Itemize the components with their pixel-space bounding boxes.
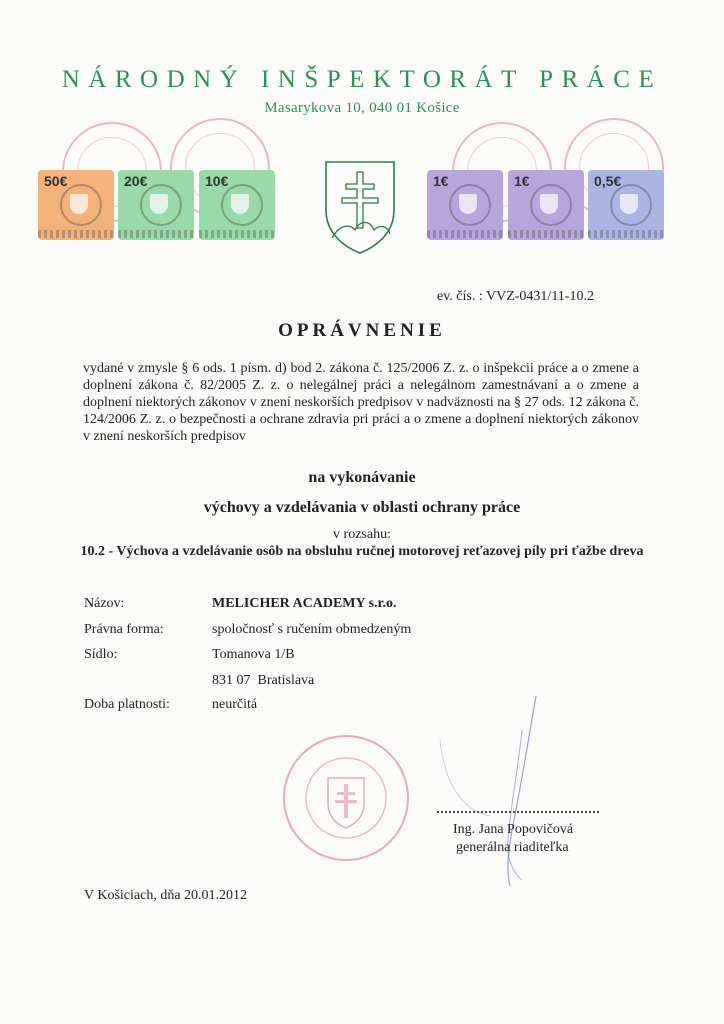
stamp-value: 10€: [205, 173, 229, 189]
seat-label: Sídlo:: [84, 647, 118, 662]
revenue-stamp: [118, 170, 194, 240]
scope-text: 10.2 - Výchova a vzdelávanie osôb na obsluhu ručnej motorovej reťazovej píly pri ťažbe dreva: [80, 544, 644, 559]
document-title: OPRÁVNENIE: [278, 320, 446, 341]
organization-address: Masarykova 10, 040 01 Košice: [264, 100, 460, 116]
place-and-date: V Košiciach, dňa 20.01.2012: [84, 888, 248, 903]
official-seal-icon: [280, 732, 412, 864]
revenue-stamp: [508, 170, 584, 240]
revenue-stamp: [38, 170, 114, 240]
stamp-value: 1€: [433, 173, 449, 189]
legal-form-label: Právna forma:: [84, 622, 164, 637]
stamp-value: 1€: [514, 173, 530, 189]
field-heading: výchovy a vzdelávania v oblasti ochrany práce: [203, 499, 521, 516]
scope-label: v rozsahu:: [333, 527, 391, 542]
legal-form-value: spoločnosť s ručením obmedzeným: [212, 622, 412, 637]
revenue-stamp: [199, 170, 275, 240]
organization-name: NÁRODNÝ INŠPEKTORÁT PRÁCE: [61, 66, 663, 93]
slovak-coat-of-arms-icon: [322, 158, 398, 256]
revenue-stamp: [427, 170, 503, 240]
seat-street: Tomanova 1/B: [212, 647, 295, 662]
name-label: Názov:: [84, 596, 125, 611]
signature-scribble: [430, 690, 570, 900]
stamp-value: 50€: [44, 173, 68, 189]
shield-icon: [150, 194, 168, 214]
stamp-value: 0,5€: [594, 173, 622, 189]
shield-icon: [231, 194, 249, 214]
validity-label: Doba platnosti:: [84, 697, 170, 712]
reference-number: ev. čís. : VVZ-0431/11-10.2: [437, 289, 594, 304]
revenue-stamp: [588, 170, 664, 240]
validity-value: neurčitá: [212, 697, 258, 712]
signer-name: Ing. Jana Popovičová: [453, 822, 574, 837]
signer-role: generálna riaditeľka: [456, 840, 569, 855]
seat-city: 831 07 Bratislava: [212, 673, 315, 688]
shield-icon: [459, 194, 477, 214]
purpose-heading: na vykonávanie: [308, 469, 416, 486]
shield-icon: [620, 194, 638, 214]
legal-basis-text: vydané v zmysle § 6 ods. 1 písm. d) bod 2. zákona č. 125/2006 Z. z. o inšpekcii práce a o zmene a doplnení zákona č. 82/2005 Z. z. o nelegálnej práci a nelegálnom zamestnávaní a o zmene a doplnení niektorých zákonov v znení neskorších predpisov v nadväznosti na § 27 ods. 12 zákona č. 124/2006 Z. z. o bezpečnosti a ochrane zdravia pri práci a o zmene a doplnení niektorých zákonov v znení neskorších predpisov: [83, 361, 639, 444]
shield-icon: [70, 194, 88, 214]
stamp-value: 20€: [124, 173, 148, 189]
company-name: MELICHER ACADEMY s.r.o.: [212, 596, 397, 611]
shield-icon: [540, 194, 558, 214]
signature-line: [437, 811, 599, 813]
